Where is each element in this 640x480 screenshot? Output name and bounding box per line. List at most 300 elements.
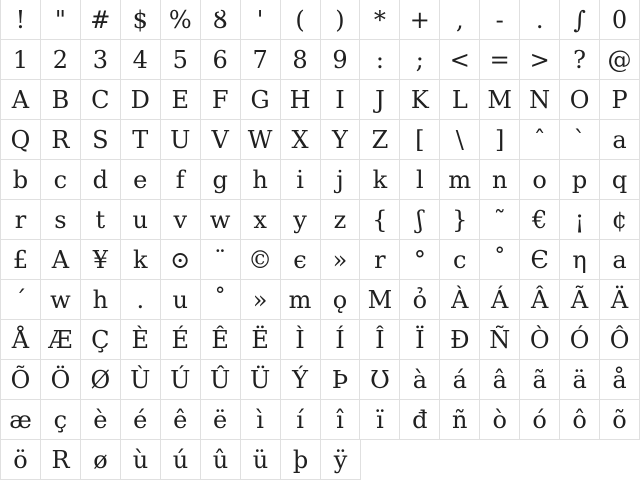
glyph: : [375,45,384,74]
glyph-cell[interactable] [560,40,600,80]
glyph-cell[interactable] [400,320,440,360]
glyph-cell[interactable] [161,40,201,80]
glyph-cell[interactable] [520,200,560,240]
glyph: ˜ [493,205,506,234]
glyph: ë [213,405,228,434]
glyph-cell[interactable] [121,80,161,120]
glyph: è [93,405,108,434]
glyph-cell[interactable] [81,400,121,440]
glyph-cell[interactable] [600,160,640,200]
glyph: A [11,85,30,114]
glyph: u [132,205,149,234]
glyph-cell[interactable] [520,320,560,360]
glyph-cell[interactable] [321,0,361,40]
glyph-cell[interactable] [201,200,241,240]
glyph-cell[interactable] [560,80,600,120]
glyph: b [12,165,29,194]
glyph-cell[interactable] [281,160,321,200]
glyph: M [487,85,512,114]
glyph-cell[interactable] [440,400,480,440]
glyph-cell[interactable] [560,280,600,320]
glyph-cell[interactable] [41,280,81,320]
glyph: å [612,365,627,394]
glyph-cell[interactable] [480,120,520,160]
glyph-cell[interactable] [1,80,41,120]
glyph-cell[interactable] [321,280,361,320]
glyph: ¨ [214,245,227,274]
glyph-cell[interactable] [121,200,161,240]
glyph-cell[interactable] [360,0,400,40]
glyph-cell[interactable] [281,200,321,240]
glyph-cell[interactable] [161,280,201,320]
glyph-cell[interactable] [201,440,241,480]
glyph-cell[interactable] [600,120,640,160]
glyph-cell[interactable] [81,120,121,160]
glyph-cell[interactable] [321,80,361,120]
glyph-cell[interactable] [41,120,81,160]
glyph-cell[interactable] [241,120,281,160]
glyph-cell[interactable] [281,360,321,400]
glyph: e [133,165,148,194]
glyph-row [1,40,640,80]
glyph-cell[interactable] [121,160,161,200]
glyph-cell[interactable] [1,440,41,480]
glyph-cell[interactable] [241,200,281,240]
glyph-cell[interactable] [41,40,81,80]
glyph: G [250,85,270,114]
glyph-cell[interactable] [360,240,400,280]
glyph: ` [573,125,586,154]
glyph: ! [15,5,26,34]
glyph-row [1,280,640,320]
glyph-cell[interactable] [600,360,640,400]
glyph-cell[interactable] [81,240,121,280]
glyph-cell[interactable] [560,200,600,240]
glyph: 6 [212,45,228,74]
glyph-cell[interactable] [480,80,520,120]
glyph-cell[interactable] [480,200,520,240]
glyph-cell[interactable] [121,360,161,400]
glyph-cell[interactable] [121,280,161,320]
glyph: ¥ [92,245,108,274]
glyph: Õ [10,365,31,394]
glyph-cell[interactable] [281,80,321,120]
glyph-cell[interactable] [440,200,480,240]
glyph-cell[interactable] [201,40,241,80]
glyph: ' [256,5,264,34]
glyph-cell[interactable] [600,80,640,120]
glyph-cell[interactable] [81,200,121,240]
glyph: 4 [132,45,148,74]
glyph: 5 [172,45,188,74]
glyph: < [449,45,470,74]
glyph-cell[interactable] [560,120,600,160]
glyph: 8 [292,45,308,74]
glyph-cell[interactable] [600,400,640,440]
glyph-cell[interactable] [400,120,440,160]
glyph: # [90,5,111,34]
glyph-cell[interactable] [241,40,281,80]
glyph-cell[interactable] [440,320,480,360]
glyph-cell[interactable] [201,320,241,360]
glyph-cell[interactable] [360,360,400,400]
glyph: \ [455,125,464,154]
glyph: é [133,405,148,434]
glyph: Ç [91,325,110,354]
glyph-cell[interactable] [400,360,440,400]
glyph-cell[interactable] [121,120,161,160]
glyph: w [50,285,71,314]
glyph: η [572,245,587,274]
glyph-cell[interactable] [400,280,440,320]
glyph: » [332,245,348,274]
glyph-cell[interactable] [480,400,520,440]
glyph: E [171,85,189,114]
glyph-cell[interactable] [560,0,600,40]
glyph-cell[interactable] [360,40,400,80]
glyph: Q [10,125,31,154]
glyph: $ [132,5,148,34]
glyph-cell[interactable] [560,320,600,360]
glyph-cell[interactable] [241,400,281,440]
glyph: ò [492,405,507,434]
glyph-cell[interactable] [480,240,520,280]
glyph: f [175,165,185,194]
glyph-cell[interactable] [241,160,281,200]
glyph-cell[interactable] [81,80,121,120]
glyph: ¡ [574,205,585,234]
glyph-cell[interactable] [440,0,480,40]
glyph-cell[interactable] [520,280,560,320]
glyph: Â [530,285,549,314]
glyph-cell[interactable] [400,200,440,240]
glyph: N [529,85,551,114]
glyph: ô [572,405,587,434]
glyph: Ö [50,365,71,394]
glyph-cell[interactable] [41,440,81,480]
glyph: Ì [295,325,305,354]
glyph: Ò [529,325,550,354]
glyph-cell[interactable] [400,160,440,200]
glyph-cell[interactable] [41,320,81,360]
glyph: M [367,285,393,314]
glyph: A [51,245,70,274]
glyph-cell[interactable] [1,240,41,280]
glyph: â [492,365,507,394]
glyph-cell[interactable] [41,80,81,120]
glyph-cell[interactable] [440,40,480,80]
glyph-cell[interactable] [600,280,640,320]
glyph-cell[interactable] [161,320,201,360]
glyph-cell[interactable] [281,320,321,360]
glyph-cell[interactable] [560,400,600,440]
glyph-cell[interactable] [1,160,41,200]
glyph-cell[interactable] [161,0,201,40]
glyph-cell[interactable] [360,200,400,240]
glyph-cell[interactable] [480,0,520,40]
glyph-cell[interactable] [400,40,440,80]
glyph-cell[interactable] [161,200,201,240]
glyph-cell[interactable] [321,120,361,160]
glyph-cell[interactable] [81,0,121,40]
glyph-cell[interactable] [520,80,560,120]
glyph-cell[interactable] [81,40,121,80]
glyph-cell[interactable] [520,240,560,280]
glyph-cell[interactable] [241,320,281,360]
glyph-cell[interactable] [201,120,241,160]
glyph-cell[interactable] [480,280,520,320]
glyph: q [611,165,628,194]
glyph-cell[interactable] [161,360,201,400]
glyph-cell[interactable] [560,360,600,400]
glyph-cell[interactable] [360,80,400,120]
glyph: S [92,125,109,154]
glyph-cell[interactable] [1,400,41,440]
glyph-cell[interactable] [81,360,121,400]
glyph-cell[interactable] [1,320,41,360]
glyph-cell[interactable] [281,40,321,80]
glyph: ˆ [533,125,546,154]
glyph-cell[interactable] [241,280,281,320]
glyph-cell[interactable] [1,40,41,80]
glyph: ì [256,405,264,434]
glyph-cell[interactable] [440,280,480,320]
glyph-cell[interactable] [161,160,201,200]
glyph-cell[interactable] [360,120,400,160]
glyph-row [1,160,640,200]
glyph-cell[interactable] [520,160,560,200]
glyph-cell[interactable] [360,160,400,200]
glyph-cell[interactable] [281,120,321,160]
glyph: k [133,245,148,274]
glyph: a [612,245,627,274]
glyph-cell[interactable] [321,440,361,480]
glyph: p [571,165,588,194]
glyph: õ [612,405,627,434]
glyph-cell[interactable] [41,200,81,240]
glyph: € [532,205,548,234]
glyph-cell[interactable] [41,400,81,440]
glyph-cell[interactable] [281,280,321,320]
glyph-cell[interactable] [560,240,600,280]
glyph: = [489,45,510,74]
glyph-cell[interactable] [400,0,440,40]
glyph-cell[interactable] [241,240,281,280]
glyph: , [455,5,464,34]
glyph-row [1,320,640,360]
glyph-cell[interactable] [1,360,41,400]
glyph-cell[interactable] [321,160,361,200]
glyph-cell[interactable] [400,240,440,280]
glyph-cell[interactable] [440,80,480,120]
glyph-cell[interactable] [121,440,161,480]
glyph: Ï [415,325,425,354]
glyph-cell[interactable] [241,440,281,480]
glyph: X [291,125,309,154]
glyph-cell[interactable] [41,360,81,400]
glyph-cell[interactable] [480,40,520,80]
glyph: À [451,285,469,314]
glyph-cell[interactable] [201,80,241,120]
glyph: * [373,5,386,34]
glyph: C [91,85,110,114]
glyph: l [416,165,424,194]
glyph-cell[interactable] [41,0,81,40]
glyph-row [1,240,640,280]
glyph-cell[interactable] [81,440,121,480]
glyph: d [92,165,109,194]
glyph-row [1,360,640,400]
glyph-cell[interactable] [1,200,41,240]
glyph: ö [13,445,28,474]
glyph: L [451,85,468,114]
glyph-cell[interactable] [600,40,640,80]
glyph-cell[interactable] [360,280,400,320]
glyph-cell[interactable] [241,80,281,120]
glyph-cell[interactable] [360,400,400,440]
glyph: Ð [450,325,470,354]
glyph-cell[interactable] [281,0,321,40]
glyph: V [211,125,229,154]
glyph-cell[interactable] [241,360,281,400]
glyph-cell[interactable] [600,240,640,280]
glyph-cell[interactable] [520,0,560,40]
glyph-cell[interactable] [161,80,201,120]
glyph-cell[interactable] [121,400,161,440]
glyph-cell[interactable] [321,200,361,240]
glyph-cell[interactable] [600,200,640,240]
glyph-cell[interactable] [1,0,41,40]
glyph: Î [375,325,385,354]
glyph: ; [415,45,424,74]
glyph-cell[interactable] [121,320,161,360]
glyph-cell[interactable] [400,80,440,120]
glyph-cell[interactable] [440,360,480,400]
glyph: s [54,205,67,234]
glyph-cell[interactable] [81,160,121,200]
glyph-cell[interactable] [201,280,241,320]
glyph: > [529,45,550,74]
glyph: Є [530,245,549,274]
glyph-cell[interactable] [321,360,361,400]
glyph-cell[interactable] [480,320,520,360]
glyph-cell[interactable] [201,360,241,400]
glyph-cell[interactable] [241,0,281,40]
glyph: ỏ [412,285,428,314]
glyph: Y [332,125,348,154]
glyph-cell[interactable] [161,240,201,280]
glyph: J [375,85,385,114]
glyph-row [1,120,640,160]
glyph: Ô [609,325,630,354]
glyph: j [336,165,344,194]
glyph-cell[interactable] [560,160,600,200]
glyph-cell[interactable] [121,40,161,80]
glyph-cell[interactable] [281,440,321,480]
glyph-cell[interactable] [520,120,560,160]
glyph-cell[interactable] [121,240,161,280]
glyph: Ä [610,285,629,314]
glyph-cell[interactable] [520,360,560,400]
glyph: { [372,205,388,234]
glyph-cell[interactable] [41,240,81,280]
glyph: [ [415,125,425,154]
glyph-cell[interactable] [520,400,560,440]
glyph: ù [132,445,149,474]
glyph: ] [495,125,505,154]
glyph: 7 [252,45,268,74]
glyph-cell[interactable] [121,0,161,40]
glyph-cell[interactable] [600,320,640,360]
glyph-cell[interactable] [321,40,361,80]
glyph: ¢ [611,205,628,234]
glyph-cell[interactable] [201,160,241,200]
glyph: ç [53,405,68,434]
glyph: % [168,5,192,34]
glyph-cell[interactable] [201,400,241,440]
glyph: 3 [92,45,108,74]
glyph: m [288,285,312,314]
glyph-cell[interactable] [201,240,241,280]
glyph: " [54,5,66,34]
glyph: t [95,205,106,234]
glyph: ⊙ [170,245,191,274]
glyph-cell[interactable] [440,120,480,160]
glyph-cell[interactable] [480,360,520,400]
glyph: ü [252,445,269,474]
glyph-cell[interactable] [281,240,321,280]
glyph: Ë [251,325,269,354]
glyph-cell[interactable] [321,240,361,280]
glyph-cell[interactable] [1,120,41,160]
glyph: r [374,245,386,274]
glyph-cell[interactable] [440,240,480,280]
glyph: O [569,85,590,114]
glyph-cell[interactable] [360,320,400,360]
glyph-cell[interactable] [81,280,121,320]
glyph: ú [172,445,189,474]
glyph-cell[interactable] [600,0,640,40]
glyph: z [333,205,347,234]
glyph-cell[interactable] [520,40,560,80]
glyph-cell[interactable] [161,120,201,160]
glyph-cell[interactable] [400,400,440,440]
glyph: R [51,445,70,474]
glyph-cell[interactable] [1,280,41,320]
glyph-cell[interactable] [480,160,520,200]
glyph: ã [532,365,547,394]
glyph: 0 [611,5,628,34]
glyph: ÿ [333,445,348,474]
glyph-cell[interactable] [81,320,121,360]
glyph-cell[interactable] [440,160,480,200]
glyph-cell[interactable] [321,320,361,360]
glyph: » [252,285,268,314]
glyph-row [1,0,640,40]
glyph-cell[interactable] [201,0,241,40]
glyph: Þ [331,365,349,394]
glyph: þ [292,445,309,474]
glyph-cell[interactable] [321,400,361,440]
glyph-cell[interactable] [41,160,81,200]
glyph: 1 [12,45,29,74]
glyph-cell[interactable] [161,440,201,480]
glyph: ê [173,405,188,434]
glyph-cell[interactable] [281,400,321,440]
glyph: Ù [130,365,151,394]
glyph: æ [9,405,32,434]
glyph-cell[interactable] [161,400,201,440]
